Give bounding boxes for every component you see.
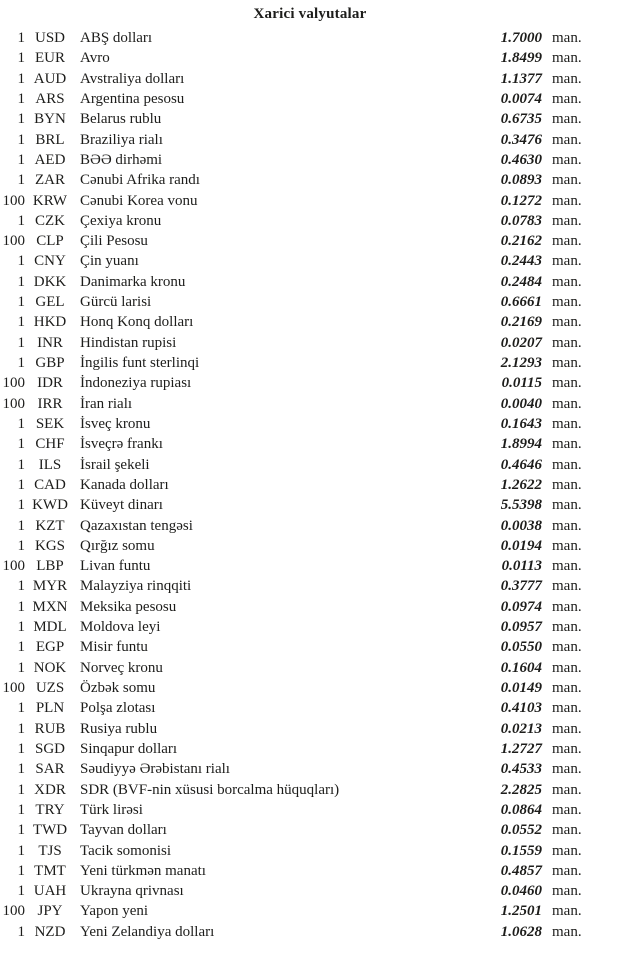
page-title: Xarici valyutalar: [253, 6, 367, 22]
quantity-cell: 1: [17, 862, 25, 879]
unit-cell: man.: [552, 537, 582, 554]
currency-name-cell: Çexiya kronu: [80, 212, 162, 229]
currency-name-cell: İsveçrə frankı: [80, 436, 163, 453]
unit-cell: man.: [552, 801, 582, 818]
rate-cell: 0.1272: [500, 192, 542, 209]
currency-name-cell: Kanada dolları: [80, 476, 169, 493]
currency-code-cell: ZAR: [35, 172, 65, 189]
currency-row: [0, 658, 620, 678]
rate-cell: 0.2484: [500, 273, 542, 290]
unit-cell: man.: [552, 842, 582, 859]
rate-cell: 2.2825: [500, 781, 542, 798]
currency-name-cell: Qazaxıstan tengəsi: [80, 517, 193, 534]
rate-cell: 0.4103: [500, 700, 542, 717]
currency-row: [0, 150, 620, 170]
currency-name-cell: Yeni türkmən manatı: [80, 862, 206, 879]
currency-code-cell: KRW: [32, 192, 68, 209]
currency-row: [0, 597, 620, 617]
unit-cell: man.: [552, 415, 582, 432]
rate-cell: 0.1643: [500, 415, 542, 432]
currency-row: [0, 820, 620, 840]
currency-row: [0, 698, 620, 718]
rate-cell: 0.3476: [500, 131, 542, 148]
unit-cell: man.: [552, 233, 582, 250]
currency-name-cell: Belarus rublu: [80, 111, 162, 128]
quantity-cell: 1: [17, 212, 25, 229]
currency-row: [0, 495, 620, 515]
currency-code-cell: CAD: [34, 476, 66, 493]
unit-cell: man.: [552, 131, 582, 148]
quantity-cell: 100: [2, 233, 25, 250]
currency-name-cell: Tacik somonisi: [80, 842, 172, 859]
currency-row: [0, 516, 620, 536]
currency-code-cell: NOK: [33, 659, 67, 676]
currency-code-cell: IRR: [37, 395, 63, 412]
quantity-cell: 1: [17, 761, 25, 778]
rate-cell: 0.1559: [500, 842, 542, 859]
rate-cell: 0.6661: [500, 294, 542, 311]
currency-row: [0, 89, 620, 109]
quantity-cell: 1: [17, 90, 25, 107]
currency-row: [0, 841, 620, 861]
currency-name-cell: Polşa zlotası: [80, 700, 156, 717]
currency-row: [0, 394, 620, 414]
currency-code-cell: LBP: [36, 558, 64, 575]
quantity-cell: 1: [17, 111, 25, 128]
quantity-cell: 100: [2, 192, 25, 209]
currency-row: [0, 170, 620, 190]
unit-cell: man.: [552, 50, 582, 67]
unit-cell: man.: [552, 192, 582, 209]
currency-code-cell: NZD: [34, 923, 66, 940]
rate-cell: 0.3777: [500, 578, 542, 595]
currency-name-cell: Qırğız somu: [80, 537, 155, 554]
currency-code-cell: SEK: [35, 415, 65, 432]
quantity-cell: 1: [17, 273, 25, 290]
currency-row: [0, 617, 620, 637]
unit-cell: man.: [552, 903, 582, 920]
currency-code-cell: ILS: [38, 456, 62, 473]
currency-row: [0, 48, 620, 68]
currency-code-cell: ARS: [35, 90, 65, 107]
rate-cell: 0.4630: [500, 151, 542, 168]
currency-row: [0, 780, 620, 800]
unit-cell: man.: [552, 456, 582, 473]
unit-cell: man.: [552, 659, 582, 676]
unit-cell: man.: [552, 680, 582, 696]
quantity-cell: 1: [17, 740, 25, 757]
rate-cell: 1.1377: [500, 70, 542, 87]
quantity-cell: 1: [17, 415, 25, 432]
rate-cell: 2.1293: [500, 355, 542, 371]
quantity-cell: 1: [17, 497, 25, 514]
unit-cell: man.: [552, 314, 582, 331]
quantity-cell: 1: [17, 334, 25, 351]
quantity-cell: 1: [17, 822, 25, 839]
rate-cell: 0.0893: [500, 172, 542, 189]
unit-cell: man.: [552, 355, 582, 371]
currency-row: [0, 475, 620, 495]
currency-row: [0, 211, 620, 231]
unit-cell: man.: [552, 740, 582, 757]
rate-cell: 0.0207: [500, 334, 542, 351]
unit-cell: man.: [552, 517, 582, 534]
quantity-cell: 1: [17, 253, 25, 270]
unit-cell: man.: [552, 761, 582, 778]
currency-row: [0, 739, 620, 759]
rate-cell: 0.4533: [500, 761, 542, 778]
currency-row: [0, 191, 620, 211]
quantity-cell: 100: [2, 903, 25, 920]
quantity-cell: 1: [17, 172, 25, 189]
rate-cell: 1.7000: [500, 30, 542, 46]
currency-name-cell: Gürcü larisi: [80, 294, 152, 311]
rate-cell: 0.0552: [500, 822, 542, 839]
quantity-cell: 1: [17, 883, 25, 900]
currency-name-cell: Tayvan dolları: [80, 822, 167, 839]
currency-name-cell: Avro: [80, 50, 110, 67]
currency-row: [0, 556, 620, 576]
currency-name-cell: İsveç kronu: [80, 415, 151, 432]
unit-cell: man.: [552, 883, 582, 900]
currency-row: [0, 881, 620, 901]
currency-name-cell: Özbək somu: [80, 680, 156, 696]
currency-row: [0, 759, 620, 779]
currency-code-cell: SAR: [35, 761, 65, 778]
currency-row: [0, 373, 620, 393]
rate-cell: 0.2162: [500, 233, 542, 250]
rate-cell: 0.0040: [500, 395, 542, 412]
quantity-cell: 1: [17, 700, 25, 717]
currency-row: [0, 800, 620, 820]
unit-cell: man.: [552, 497, 582, 514]
quantity-cell: 1: [17, 456, 25, 473]
rate-cell: 0.0194: [500, 537, 542, 554]
currency-name-cell: Misir funtu: [80, 639, 148, 656]
currency-code-cell: AED: [34, 151, 66, 168]
currency-code-cell: AUD: [33, 70, 67, 87]
currency-row: [0, 901, 620, 921]
currency-name-cell: SDR (BVF-nin xüsusi borcalma hüquqları): [80, 781, 340, 798]
rate-cell: 0.0074: [500, 90, 542, 107]
quantity-cell: 1: [17, 355, 25, 371]
quantity-cell: 1: [17, 314, 25, 331]
currency-code-cell: HKD: [33, 314, 67, 331]
currency-code-cell: KGS: [34, 537, 65, 554]
currency-name-cell: Danimarka kronu: [80, 273, 186, 290]
unit-cell: man.: [552, 395, 582, 412]
currency-code-cell: GBP: [35, 355, 65, 371]
currency-name-cell: Ukrayna qrivnası: [80, 883, 184, 900]
unit-cell: man.: [552, 720, 582, 737]
quantity-cell: 1: [17, 639, 25, 656]
currency-name-cell: Norveç kronu: [80, 659, 163, 676]
currency-code-cell: IDR: [37, 375, 63, 392]
unit-cell: man.: [552, 70, 582, 87]
quantity-cell: 1: [17, 151, 25, 168]
unit-cell: man.: [552, 334, 582, 351]
currency-code-cell: EGP: [35, 639, 65, 656]
currency-row: [0, 292, 620, 312]
currency-name-cell: Rusiya rublu: [80, 720, 158, 737]
rate-cell: 0.0038: [500, 517, 542, 534]
rate-cell: 0.0864: [500, 801, 542, 818]
quantity-cell: 1: [17, 50, 25, 67]
currency-name-cell: İran rialı: [80, 395, 133, 412]
currency-row: [0, 130, 620, 150]
rate-cell: 0.1604: [500, 659, 542, 676]
currency-name-cell: Livan funtu: [80, 558, 151, 575]
currency-name-cell: İndoneziya rupiası: [80, 375, 192, 392]
unit-cell: man.: [552, 558, 582, 575]
currency-code-cell: DKK: [33, 273, 67, 290]
unit-cell: man.: [552, 273, 582, 290]
rate-cell: 0.4646: [500, 456, 542, 473]
unit-cell: man.: [552, 212, 582, 229]
currency-name-cell: İsrail şekeli: [80, 456, 150, 473]
unit-cell: man.: [552, 436, 582, 453]
currency-code-cell: MDL: [33, 619, 67, 636]
quantity-cell: 1: [17, 659, 25, 676]
quantity-cell: 1: [17, 436, 25, 453]
currency-row: [0, 353, 620, 373]
currency-code-cell: MYR: [32, 578, 68, 595]
currency-name-cell: Meksika pesosu: [80, 598, 177, 615]
rate-cell: 0.4857: [500, 862, 542, 879]
currency-code-cell: UZS: [35, 680, 65, 696]
currency-name-cell: Sinqapur dolları: [80, 740, 178, 757]
rate-cell: 0.0149: [500, 680, 542, 696]
quantity-cell: 1: [17, 598, 25, 615]
unit-cell: man.: [552, 111, 582, 128]
quantity-cell: 1: [17, 720, 25, 737]
currency-row: [0, 719, 620, 739]
currency-code-cell: CZK: [35, 212, 65, 229]
rate-cell: 1.2501: [500, 903, 542, 920]
currency-code-cell: RUB: [34, 720, 66, 737]
quantity-cell: 1: [17, 619, 25, 636]
quantity-cell: 1: [17, 476, 25, 493]
currency-name-cell: Yeni Zelandiya dolları: [80, 923, 215, 940]
currency-code-cell: KZT: [35, 517, 65, 534]
unit-cell: man.: [552, 172, 582, 189]
currency-row: [0, 69, 620, 89]
currency-name-cell: Argentina pesosu: [80, 90, 185, 107]
rate-cell: 1.2622: [500, 476, 542, 493]
rate-cell: 0.0113: [501, 558, 542, 575]
unit-cell: man.: [552, 639, 582, 656]
currency-code-cell: SGD: [34, 740, 65, 757]
unit-cell: man.: [552, 781, 582, 798]
unit-cell: man.: [552, 619, 582, 636]
currency-code-cell: TRY: [35, 801, 65, 818]
quantity-cell: 100: [2, 680, 25, 696]
currency-code-cell: INR: [37, 334, 63, 351]
rate-cell: 1.2727: [500, 740, 542, 757]
currency-code-cell: BYN: [34, 111, 66, 128]
currency-name-cell: Səudiyyə Ərəbistanı rialı: [80, 761, 230, 778]
unit-cell: man.: [552, 822, 582, 839]
currency-code-cell: UAH: [33, 883, 67, 900]
currency-code-cell: EUR: [35, 50, 65, 67]
unit-cell: man.: [552, 253, 582, 270]
quantity-cell: 1: [17, 30, 25, 46]
unit-cell: man.: [552, 700, 582, 717]
quantity-cell: 1: [17, 842, 25, 859]
currency-row: [0, 922, 620, 942]
rate-cell: 0.0460: [500, 883, 542, 900]
unit-cell: man.: [552, 862, 582, 879]
currency-row: [0, 251, 620, 271]
quantity-cell: 100: [2, 375, 25, 392]
currency-row: [0, 455, 620, 475]
currency-name-cell: ABŞ dolları: [80, 30, 153, 46]
currency-name-cell: Cənubi Korea vonu: [80, 192, 198, 209]
currency-row: [0, 333, 620, 353]
currency-name-cell: Küveyt dinarı: [80, 497, 163, 514]
unit-cell: man.: [552, 578, 582, 595]
currency-code-cell: JPY: [37, 903, 63, 920]
currency-name-cell: BƏƏ dirhəmi: [80, 151, 163, 168]
currency-row: [0, 637, 620, 657]
currency-name-cell: İngilis funt sterlinqi: [80, 355, 200, 371]
quantity-cell: 1: [17, 131, 25, 148]
currency-row: [0, 414, 620, 434]
unit-cell: man.: [552, 294, 582, 311]
quantity-cell: 100: [2, 558, 25, 575]
currency-name-cell: Hindistan rupisi: [80, 334, 177, 351]
rate-cell: 0.6735: [500, 111, 542, 128]
currency-row: [0, 312, 620, 332]
currency-row: [0, 536, 620, 556]
unit-cell: man.: [552, 598, 582, 615]
quantity-cell: 1: [17, 537, 25, 554]
currency-row: [0, 434, 620, 454]
currency-name-cell: Braziliya rialı: [80, 131, 163, 148]
rate-cell: 0.0550: [500, 639, 542, 656]
currency-row: [0, 861, 620, 881]
currency-row: [0, 678, 620, 698]
currency-code-cell: GEL: [35, 294, 65, 311]
currency-name-cell: Cənubi Afrika randı: [80, 172, 200, 189]
quantity-cell: 100: [2, 395, 25, 412]
currency-rates-table: [0, 28, 620, 942]
quantity-cell: 1: [17, 781, 25, 798]
rate-cell: 0.0115: [501, 375, 542, 392]
currency-row: [0, 28, 620, 48]
rate-cell: 1.8994: [500, 436, 542, 453]
currency-name-cell: Çili Pesosu: [80, 233, 148, 250]
rate-cell: 1.0628: [500, 923, 542, 940]
unit-cell: man.: [552, 923, 582, 940]
currency-code-cell: TWD: [32, 822, 68, 839]
currency-name-cell: Malayziya rinqqiti: [80, 578, 192, 595]
rate-cell: 0.0957: [500, 619, 542, 636]
currency-name-cell: Türk lirəsi: [80, 801, 143, 818]
currency-code-cell: PLN: [35, 700, 65, 717]
quantity-cell: 1: [17, 923, 25, 940]
currency-code-cell: TMT: [34, 862, 66, 879]
quantity-cell: 1: [17, 70, 25, 87]
quantity-cell: 1: [17, 578, 25, 595]
currency-name-cell: Avstraliya dolları: [80, 70, 185, 87]
rate-cell: 0.2443: [500, 253, 542, 270]
unit-cell: man.: [552, 476, 582, 493]
currency-name-cell: Çin yuanı: [80, 253, 139, 270]
currency-code-cell: BRL: [35, 131, 65, 148]
currency-name-cell: Moldova leyi: [80, 619, 161, 636]
currency-code-cell: USD: [34, 30, 65, 46]
unit-cell: man.: [552, 151, 582, 168]
currency-name-cell: Yapon yeni: [80, 903, 149, 920]
currency-code-cell: KWD: [32, 497, 68, 514]
unit-cell: man.: [552, 375, 582, 392]
rate-cell: 0.0213: [500, 720, 542, 737]
currency-row: [0, 272, 620, 292]
unit-cell: man.: [552, 30, 582, 46]
unit-cell: man.: [552, 90, 582, 107]
currency-code-cell: XDR: [34, 781, 66, 798]
quantity-cell: 1: [17, 801, 25, 818]
currency-code-cell: CLP: [36, 233, 64, 250]
currency-row: [0, 576, 620, 596]
currency-code-cell: TJS: [38, 842, 62, 859]
currency-code-cell: CHF: [35, 436, 65, 453]
currency-code-cell: MXN: [32, 598, 68, 615]
rate-cell: 1.8499: [500, 50, 542, 67]
rate-cell: 0.0974: [500, 598, 542, 615]
rate-cell: 5.5398: [500, 497, 542, 514]
currency-row: [0, 109, 620, 129]
rate-cell: 0.2169: [500, 314, 542, 331]
currency-name-cell: Honq Konq dolları: [80, 314, 194, 331]
currency-row: [0, 231, 620, 251]
quantity-cell: 1: [17, 517, 25, 534]
quantity-cell: 1: [17, 294, 25, 311]
rate-cell: 0.0783: [500, 212, 542, 229]
currency-code-cell: CNY: [34, 253, 66, 270]
